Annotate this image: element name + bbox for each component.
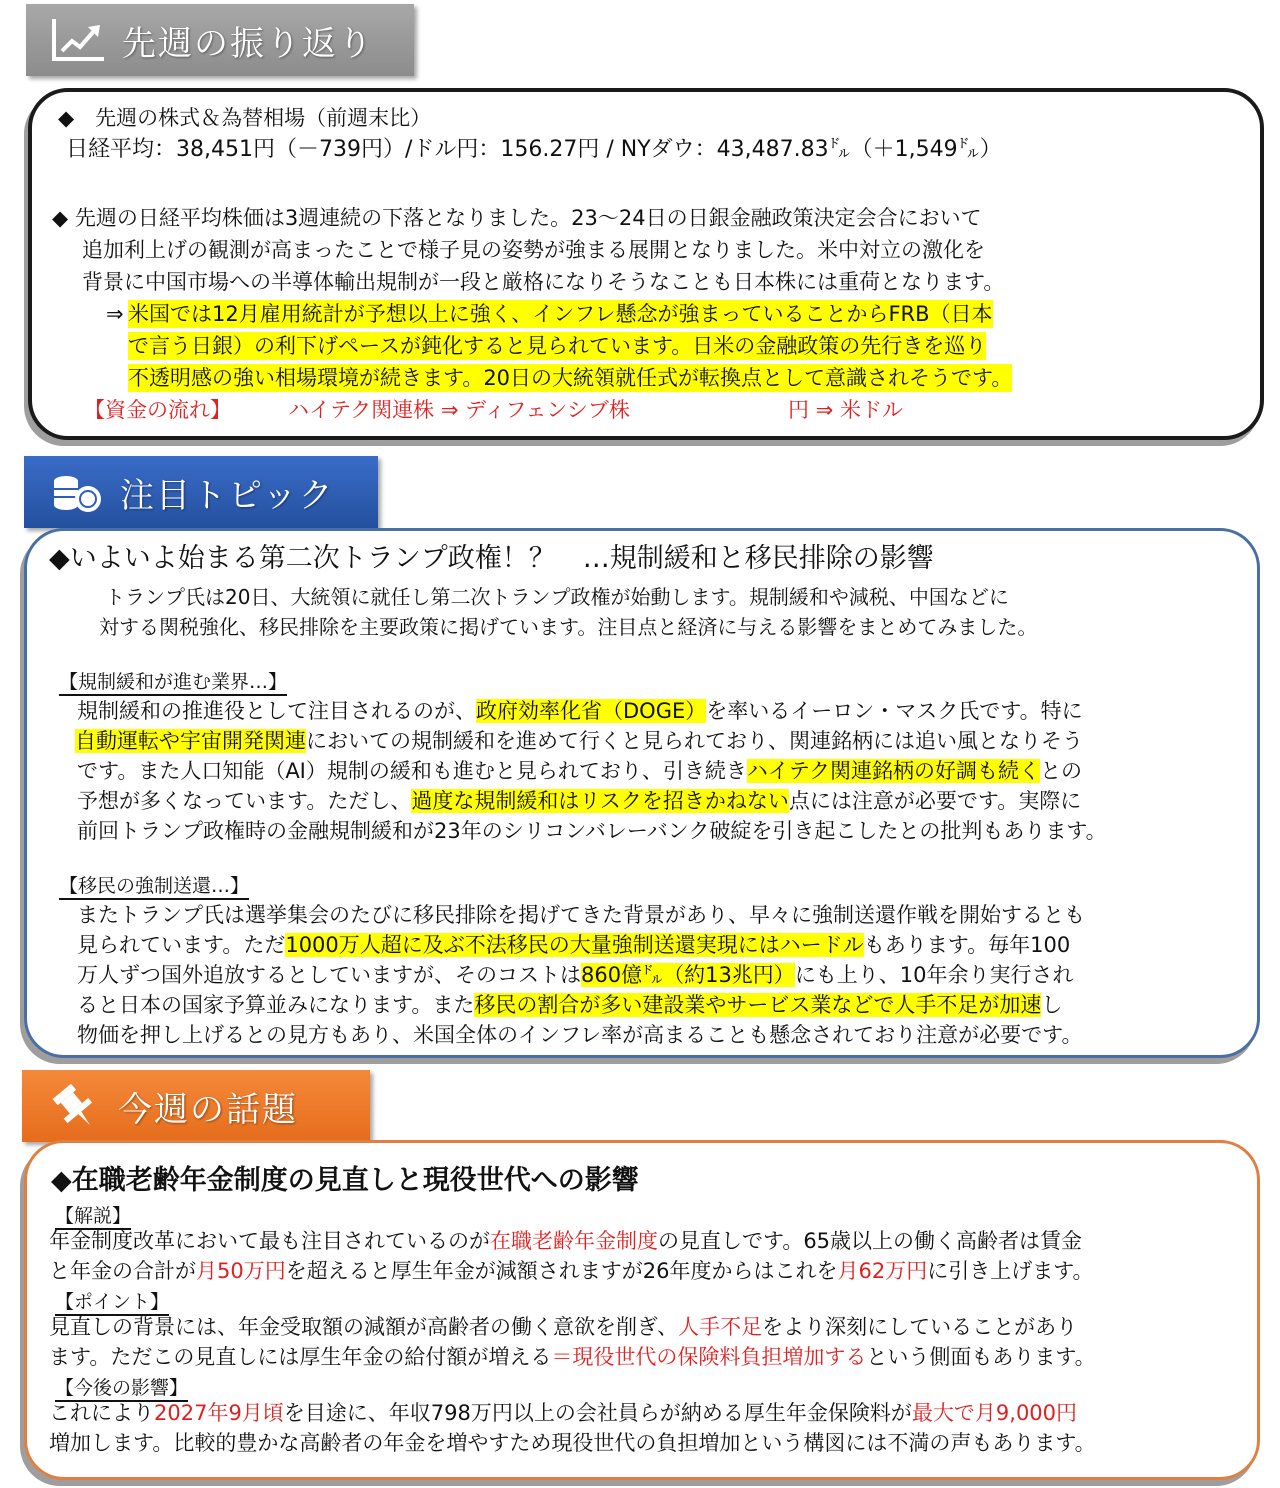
section1-box <box>28 88 1264 440</box>
dereg-line-5: 前回トランプ政権時の金融規制緩和が23年のシリコンバレーバンク破綻を引き起こしたとの批判もあります。 <box>77 819 1107 843</box>
dereg-line-3: です。また人口知能（AI）規制の緩和も進むと見られており、引き続きハイテク関連銘柄の好調も続くとの <box>77 759 1083 783</box>
impact-line-2: 増加します。比較的豊かな高齢者の年金を増やすため現役世代の負担増加という構図には不満の声もあります。 <box>49 1431 1096 1455</box>
immig-line-1: またトランプ氏は選挙集会のたびに移民排除を掲げてきた背景があり、早々に強制送還作戦を開始するとも <box>77 903 1085 927</box>
section2-title: 注目トピック <box>120 475 335 516</box>
flow-currency: 円 ⇒ 米ドル <box>788 398 903 422</box>
explain-line-1: 年金制度改革において最も注目されているのが在職老齢年金制度の見直しです。65歳以上の働く高齢者は賃金 <box>49 1229 1083 1253</box>
section3-box <box>24 1140 1260 1480</box>
outlook-line-2: で言う日銀）の利下げペースが鈍化すると見られています。日米の金融政策の先行きを巡り <box>128 334 987 358</box>
section2-box <box>24 528 1260 1058</box>
point-line-2: ます。ただこの見直しには厚生年金の給付額が増える＝現役世代の保険料負担増加するという側面もあります。 <box>49 1345 1096 1369</box>
point-label: 【ポイント】 <box>55 1290 169 1316</box>
topic-intro-2: 対する関税強化、移民排除を主要政策に掲げています。注目点と経済に与える影響をまとめてみました。 <box>99 615 1038 639</box>
dereg-line-1: 規制緩和の推進役として注目されるのが、政府効率化省（DOGE）を率いるイーロン・マスク氏です。特に <box>77 699 1083 723</box>
section3-title: 今週の話題 <box>118 1089 298 1130</box>
summary-line-3: 背景に中国市場への半導体輸出規制が一段と厳格になりそうなことも日本株には重荷となります。 <box>82 270 1005 294</box>
immig-line-2: 見られています。ただ1000万人超に及ぶ不法移民の大量強制送還実現にはハードルもあります。毎年100 <box>77 933 1071 957</box>
impact-line-1: これにより2027年9月頃を目途に、年収798万円以上の会社員らが納める厚生年金保険料が最大で月9,000円 <box>49 1401 1078 1425</box>
explain-line-2: と年金の合計が月50万円を超えると厚生年金が減額されますが26年度からはこれを月62万円に引き上げます。 <box>49 1259 1094 1283</box>
dereg-line-4: 予想が多くなっています。ただし、過度な規制緩和はリスクを招きかねない点には注意が必要です。実際に <box>77 789 1082 813</box>
pushpin-icon <box>44 1081 104 1131</box>
impact-label: 【今後の影響】 <box>55 1376 188 1402</box>
immig-line-4: ると日本の国家予算並みになります。また移民の割合が多い建設業やサービス業などで人手不足が加速し <box>77 993 1063 1017</box>
outlook-arrow: ⇒ <box>106 302 124 326</box>
topic-headline: ◆いよいよ始まる第二次トランプ政権！？ …規制緩和と移民排除の影響 <box>49 543 934 574</box>
dereg-line-2: 自動運転や宇宙開発関連においての規制緩和を進めて行くと見られており、関連銘柄には追い風となりそう <box>75 729 1083 753</box>
outlook-line-1: 米国では12月雇用統計が予想以上に強く、インフレ懸念が強まっていることからFRB（日本 <box>128 302 993 326</box>
point-line-1: 見直しの背景には、年金受取額の減額が高齢者の働く意欲を削ぎ、人手不足をより深刻にしていることがあり <box>49 1315 1078 1339</box>
explain-label: 【解説】 <box>55 1204 131 1230</box>
market-values: 日経平均：38,451円（－739円）/ドル円：156.27円 / NYダウ：43,487.83㌦（＋1,549㌦） <box>66 137 1002 162</box>
market-header: ◆ 先週の株式＆為替相場（前週末比） <box>58 106 432 130</box>
immig-line-5: 物価を押し上げるとの見方もあり、米国全体のインフレ率が高まることも懸念されており注意が必要です。 <box>77 1023 1083 1047</box>
topic-intro-1: トランプ氏は20日、大統領に就任し第二次トランプ政権が始動します。規制緩和や減税、中国などに <box>105 585 1009 609</box>
outlook-line-3: 不透明感の強い相場環境が続きます。20日の大統領就任式が転換点として意識されそうです。 <box>128 366 1013 390</box>
flow-label: 【資金の流れ】 <box>84 398 231 422</box>
dereg-label: 【規制緩和が進む業界…】 <box>59 670 287 696</box>
section1-title: 先週の振り返り <box>122 23 374 64</box>
summary-line-1: ◆ 先週の日経平均株価は3週連続の下落となりました。23～24日の日銀金融政策決定会合において <box>52 206 982 230</box>
summary-line-2: 追加利上げの観測が高まったことで様子見の姿勢が強まる展開となりました。米中対立の激化を <box>82 238 985 262</box>
flow-stocks: ハイテク関連株 ⇒ ディフェンシブ株 <box>288 398 630 422</box>
section1-tab <box>26 4 414 76</box>
chart-growth-icon <box>48 15 108 65</box>
immig-label: 【移民の強制送還…】 <box>59 874 249 900</box>
section3-tab <box>22 1070 370 1142</box>
immig-line-3: 万人ずつ国外追放するとしていますが、そのコストは860億㌦（約13兆円）にも上り、10年余り実行され <box>77 963 1074 987</box>
topic3-headline: ◆在職老齢年金制度の見直しと現役世代への影響 <box>51 1165 639 1196</box>
section2-tab <box>24 456 378 528</box>
coins-icon <box>46 467 106 517</box>
